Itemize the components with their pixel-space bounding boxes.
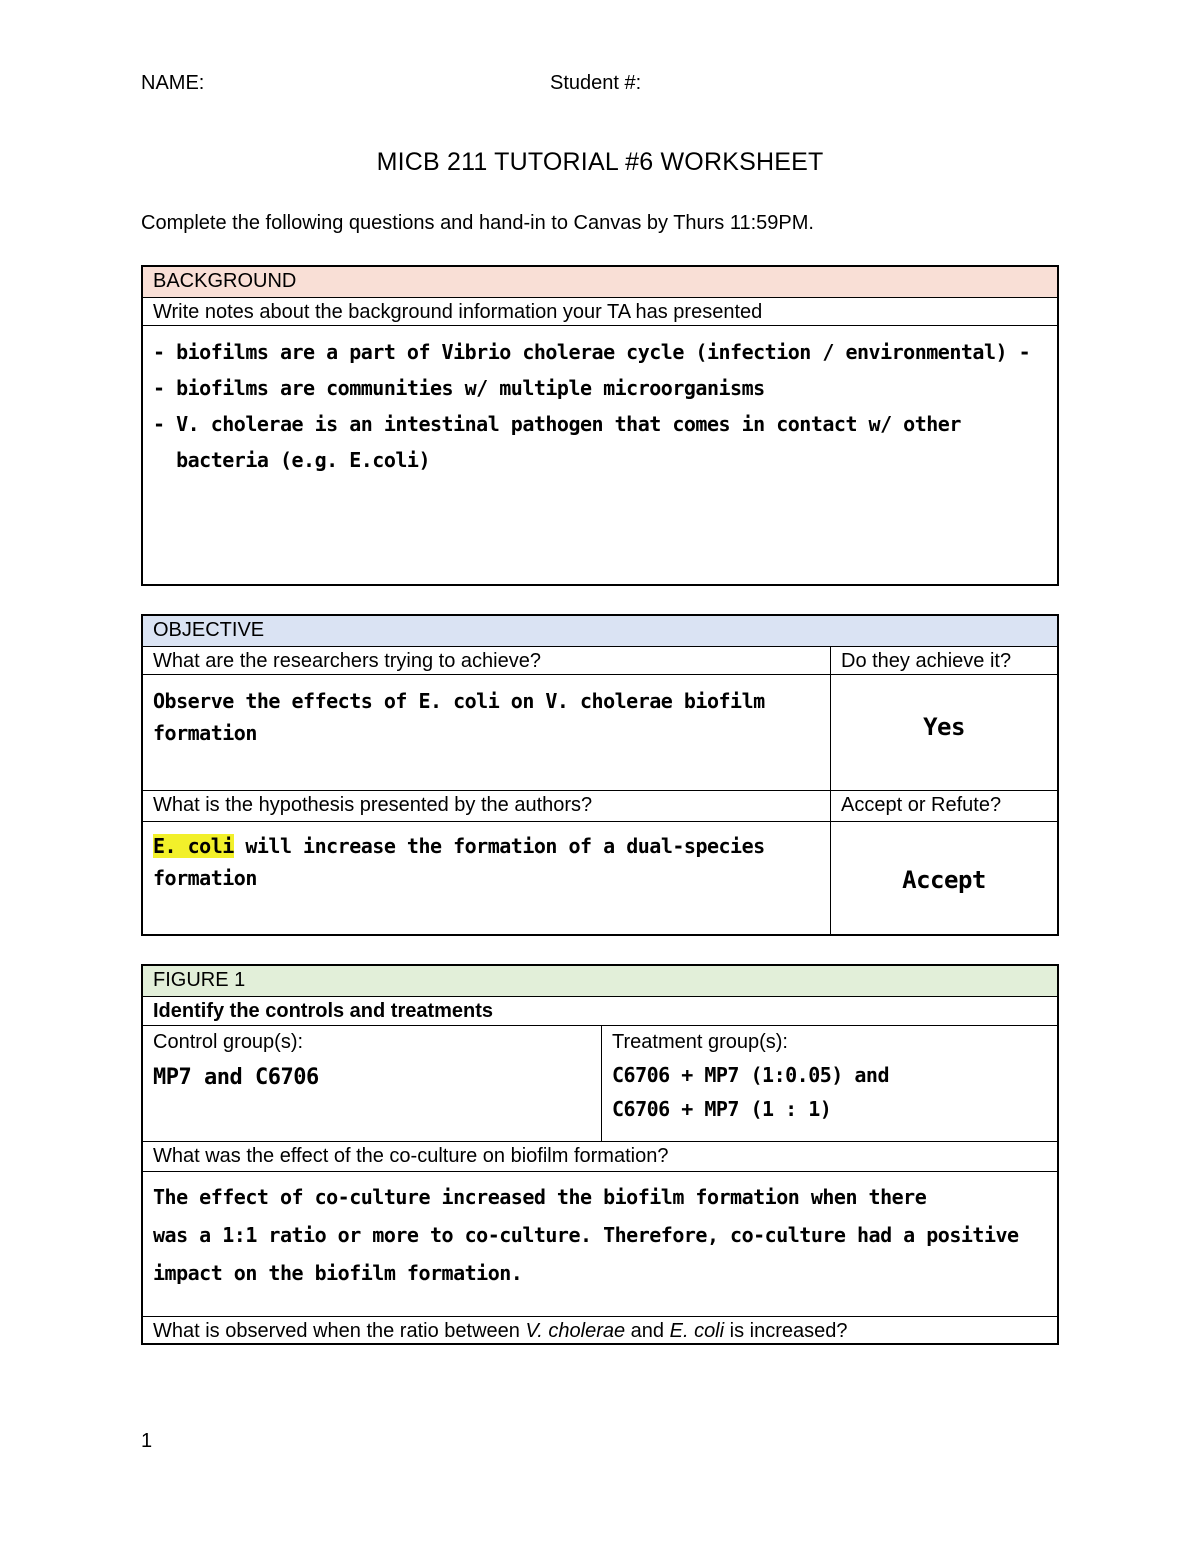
student-number-label: Student #: [550, 72, 642, 94]
background-note-line: bacteria (e.g. E.coli) [153, 448, 430, 472]
background-note-line: - biofilms are a part of Vibrio cholerae cycle (infection / environmental) - [153, 340, 1031, 364]
objective-a2-answer[interactable] [143, 822, 830, 934]
ratio-question-text: What is observed when the ratio between [153, 1320, 526, 1342]
highlighted-text: E. coli [153, 834, 234, 858]
objective-q1-row [143, 647, 1057, 675]
control-cell [143, 1026, 601, 1141]
objective-a2-side-answer[interactable]: Accept [902, 866, 986, 894]
e-coli-italic: E. coli [669, 1320, 725, 1342]
control-label: Control group(s): [153, 1031, 304, 1053]
effect-answer[interactable] [143, 1172, 1057, 1317]
background-note-line: - V. cholerae is an intestinal pathogen that comes in contact w/ other [153, 412, 961, 436]
figure1-section [141, 964, 1059, 1345]
instructions: Complete the following questions and hand-in to Canvas by Thurs 11:59PM. [141, 212, 814, 234]
figure1-heading: FIGURE 1 [143, 966, 1057, 997]
objective-q2-side: Accept or Refute? [841, 794, 1002, 816]
page-title: MICB 211 TUTORIAL #6 WORKSHEET [376, 148, 824, 176]
objective-q2: What is the hypothesis presented by the authors? [153, 794, 593, 816]
v-cholerae-italic: V. cholerae [525, 1320, 626, 1342]
treatment-answer[interactable] [602, 1056, 1057, 1132]
figure1-subheading: Identify the controls and treatments [143, 997, 1057, 1026]
objective-q1-side: Do they achieve it? [841, 650, 1012, 672]
figure1-groups-row [143, 1026, 1057, 1142]
objective-a2-text: will increase the formation of a dual-species formation [153, 834, 765, 890]
objective-q1: What are the researchers trying to achieve? [153, 650, 541, 672]
treatment-answer-line: C6706 + MP7 (1 : 1) [612, 1097, 832, 1121]
treatment-answer-line: C6706 + MP7 (1:0.05) and [612, 1063, 889, 1087]
ratio-question-text: and [625, 1320, 670, 1342]
objective-a1-answer[interactable]: Observe the effects of E. coli on V. cholerae biofilm formation [153, 689, 765, 745]
objective-a1-side-answer[interactable]: Yes [923, 713, 965, 741]
treatment-label: Treatment group(s): [612, 1031, 788, 1053]
background-note-line: - biofilms are communities w/ multiple microorganisms [153, 376, 765, 400]
control-answer[interactable]: MP7 and C6706 [153, 1065, 319, 1090]
background-prompt: Write notes about the background information your TA has presented [143, 298, 1057, 326]
background-notes-answer[interactable] [143, 326, 1057, 584]
objective-a1-row [143, 675, 1057, 791]
page-number: 1 [141, 1430, 153, 1452]
ratio-question-text: is increased? [724, 1320, 848, 1342]
background-heading: BACKGROUND [143, 267, 1057, 298]
ratio-question [143, 1317, 1057, 1345]
objective-heading: OBJECTIVE [143, 616, 1057, 647]
background-section [141, 265, 1059, 586]
effect-question: What was the effect of the co-culture on biofilm formation? [143, 1142, 1057, 1172]
objective-section [141, 614, 1059, 936]
effect-answer-line: The effect of co-culture increased the biofilm formation when there [153, 1185, 927, 1209]
objective-a2-row [143, 822, 1057, 934]
effect-answer-line: was a 1:1 ratio or more to co-culture. Therefore, co-culture had a positive [153, 1223, 1019, 1247]
effect-answer-line: impact on the biofilm formation. [153, 1261, 523, 1285]
objective-q2-row [143, 791, 1057, 822]
treatment-cell [602, 1026, 1057, 1141]
name-label: NAME: [141, 72, 205, 94]
